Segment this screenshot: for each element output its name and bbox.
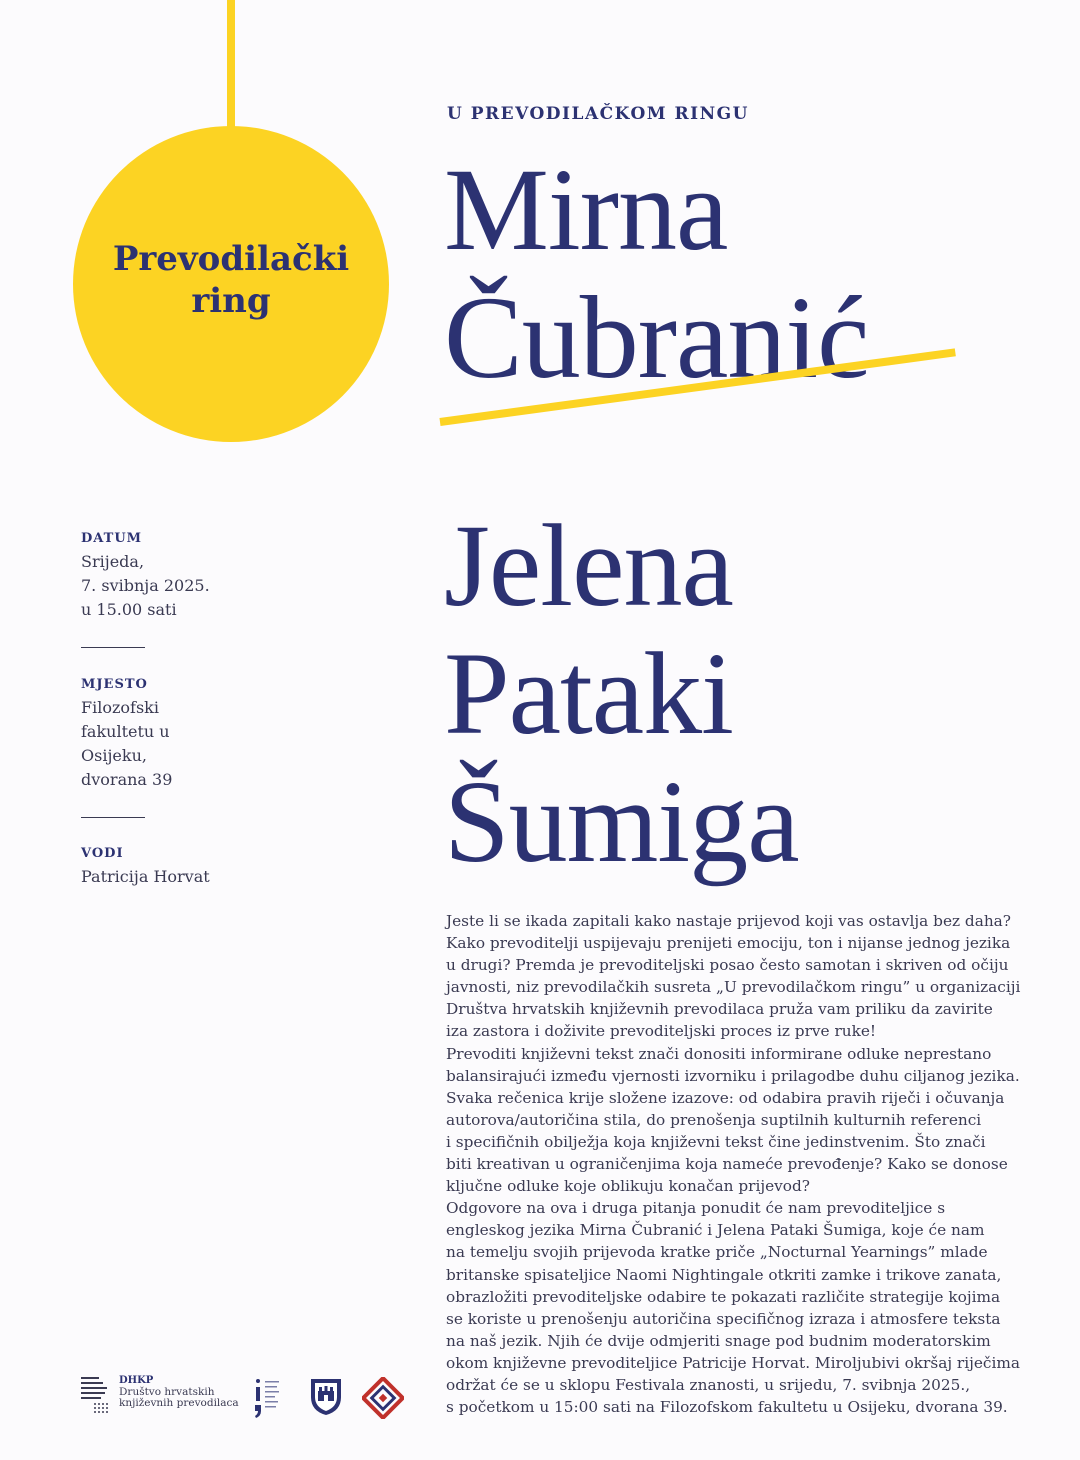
date-line: 7. svibnja 2025. (81, 576, 210, 595)
city-coat-of-arms-icon (309, 1377, 343, 1417)
description-line: biti kreativan u ograničenjima koja nameće prevođenje? Kako se donose (446, 1155, 1008, 1174)
series-title-line: ring (191, 281, 271, 321)
translator-name-2 (444, 502, 799, 886)
dhkp-logo (81, 1375, 239, 1417)
description-line: britanske spisateljice Naomi Nightingale otkriti zamke i trikove zanata, (446, 1265, 1002, 1284)
date-line: Srijeda, (81, 552, 145, 571)
name-line: Pataki (444, 628, 733, 759)
date-label: DATUM (81, 531, 143, 546)
description-line: Prevoditi književni tekst znači donositi informirane odluke neprestano (446, 1044, 992, 1063)
translator-name-1 (444, 146, 869, 402)
description-line: na temelju svojih prijevoda kratke priče „Nocturnal Yearnings” mlade (446, 1243, 988, 1262)
description-line: autorova/autoričina stila, do prenošenja suptilnih kulturnih referenci (446, 1110, 982, 1129)
description-line: ključne odluke koje oblikuju konačan prijevod? (446, 1177, 811, 1196)
place-label: MJESTO (81, 677, 148, 692)
place-line: fakultetu u (81, 722, 170, 741)
host-value (81, 865, 381, 889)
description-line: s početkom u 15:00 sati na Filozofskom fakultetu u Osijeku, dvorana 39. (446, 1398, 1008, 1417)
name-line: Mirna (444, 144, 728, 275)
description-line: Kako prevoditelji uspijevaju prenijeti emociju, ton i nijanse jednog jezika (446, 934, 1011, 953)
description-line: Društva hrvatskih književnih prevodilaca pruža vam priliku da zavirite (446, 1000, 993, 1019)
date-value (81, 550, 381, 622)
detail-divider (81, 817, 145, 818)
description-line: javnosti, niz prevodilačkih susreta „U prevodilačkom ringu” u organizaciji (446, 978, 1021, 997)
name-line: Šumiga (444, 756, 799, 887)
description-line: u drugi? Premda je prevoditeljski posao često samotan i skriven od očiju (446, 956, 1009, 975)
circle-hanger-line (227, 0, 235, 135)
date-line: u 15.00 sati (81, 600, 177, 619)
place-value (81, 696, 381, 792)
description-line: balansirajući između vjernosti izvorniku i prilagodbe duhu ciljanog jezika. (446, 1066, 1020, 1085)
event-series-badge (73, 126, 389, 442)
dhkp-logo-text (119, 1375, 239, 1410)
series-title-line: Prevodilački (112, 239, 350, 279)
kicker-heading: U PREVODILAČKOM RINGU (447, 104, 750, 124)
festival-logo-icon (362, 1377, 404, 1419)
date-block (81, 531, 381, 622)
dhkp-abbr: DHKP (119, 1375, 154, 1386)
event-description (446, 910, 1021, 1418)
name-line: Jelena (444, 500, 733, 631)
description-line: na naš jezik. Njih će dvije odmjeriti snage pod budnim moderatorskim (446, 1331, 991, 1350)
place-line: Osijeku, (81, 746, 147, 765)
host-label: VODI (81, 846, 124, 861)
description-line: i specifičnih obilježja koja književni tekst čine jedinstvenim. Što znači (446, 1132, 986, 1151)
description-line: iza zastora i doživite prevoditeljski proces iz prve ruke! (446, 1022, 877, 1041)
description-line: se koriste u prenošenju autoričina specifičnog izraza i atmosfere teksta (446, 1309, 1001, 1328)
description-line: Jeste li se ikada zapitali kako nastaje prijevod koji vas ostavlja bez daha? (446, 912, 1012, 930)
place-line: Filozofski (81, 698, 159, 717)
description-line: Svaka rečenica krije složene izazove: od odabira pravih riječi i očuvanja (446, 1088, 1005, 1107)
description-line: Odgovore na ova i druga pitanja ponudit će nam prevoditeljice s (446, 1199, 946, 1218)
name-line: Čubranić (444, 272, 869, 403)
place-line: dvorana 39 (81, 770, 173, 789)
event-series-title (101, 238, 361, 322)
description-line: obrazložiti prevoditeljske odabire te pokazati različite strategije kojima (446, 1287, 1001, 1306)
host-line: Patricija Horvat (81, 867, 210, 886)
dhkp-mark-icon (81, 1375, 113, 1417)
description-line: okom književne prevoditeljice Patricije Horvat. Miroljubivi okršaj riječima (446, 1353, 1021, 1372)
description-line: održat će se u sklopu Festivala znanosti, u srijedu, 7. svibnja 2025., (446, 1375, 971, 1394)
detail-divider (81, 647, 145, 648)
dhkp-name-line: Društvo hrvatskih (119, 1385, 215, 1398)
host-block (81, 846, 381, 889)
place-block (81, 677, 381, 792)
dhkp-name-line: književnih prevodilaca (119, 1397, 239, 1409)
description-line: engleskog jezika Mirna Čubranić i Jelena Pataki Šumiga, koje će nam (446, 1221, 985, 1240)
ministry-logo-icon (252, 1377, 288, 1419)
